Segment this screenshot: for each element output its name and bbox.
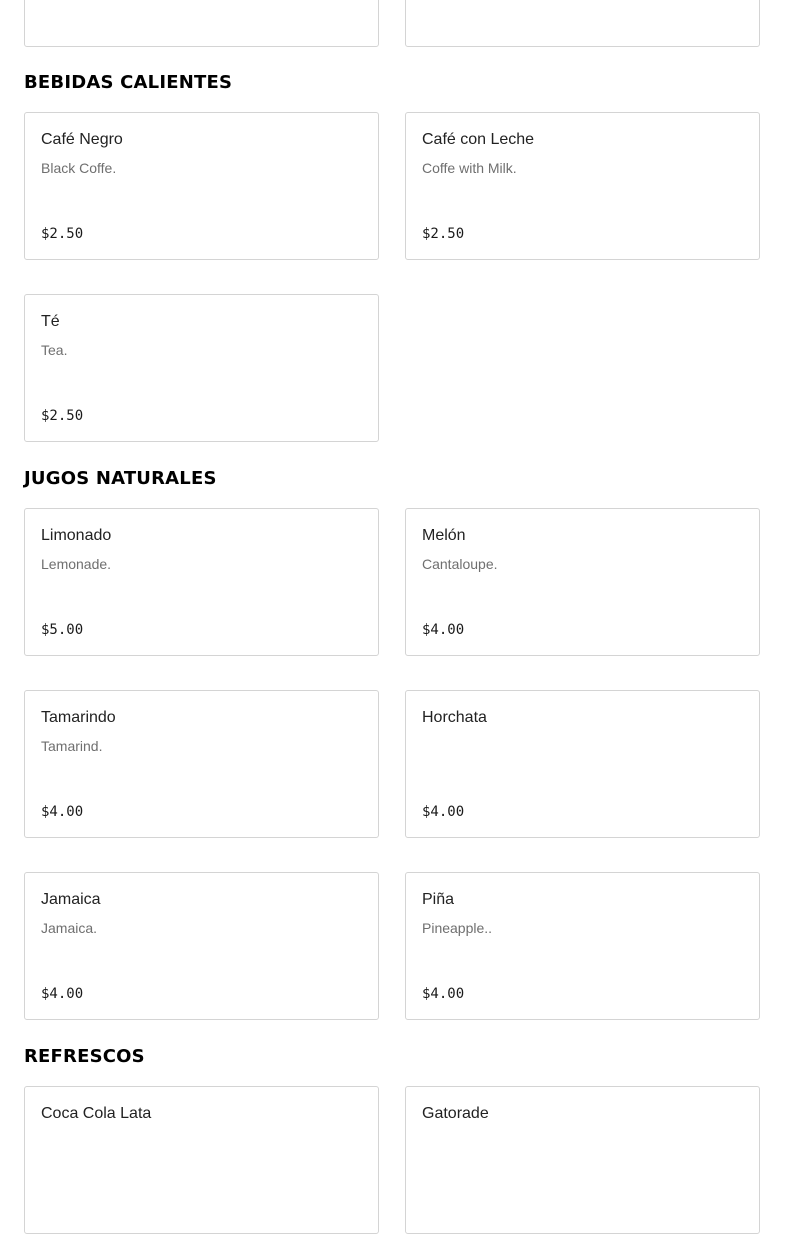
item-description: Jamaica. xyxy=(41,920,98,936)
item-price: $4.00 xyxy=(41,804,84,820)
item-price: $5.00 xyxy=(41,622,84,638)
menu-item-card[interactable] xyxy=(405,112,760,260)
menu-item-card[interactable] xyxy=(24,508,379,656)
item-name: Horchata xyxy=(422,709,487,726)
item-name: Jamaica xyxy=(41,891,101,908)
section-title: JUGOS NATURALES xyxy=(24,468,217,489)
item-description: Coffe with Milk. xyxy=(422,160,517,176)
item-price: $2.50 xyxy=(422,226,465,242)
menu-item-card[interactable] xyxy=(405,872,760,1020)
item-description: Cantaloupe. xyxy=(422,556,498,572)
menu-item-card[interactable] xyxy=(405,690,760,838)
item-price: $2.50 xyxy=(41,226,84,242)
section-title: BEBIDAS CALIENTES xyxy=(24,72,233,93)
item-description: Tea. xyxy=(41,342,68,358)
item-description: Tamarind. xyxy=(41,738,103,754)
menu-item-card[interactable] xyxy=(24,0,379,47)
menu-item-card[interactable] xyxy=(24,112,379,260)
item-price: $4.00 xyxy=(422,622,465,638)
item-name: Limonado xyxy=(41,527,112,544)
item-name: Café con Leche xyxy=(422,131,535,148)
menu-item-card[interactable] xyxy=(405,0,760,47)
menu-item-card[interactable] xyxy=(405,1086,760,1234)
item-name: Gatorade xyxy=(422,1105,489,1122)
menu-item-card[interactable] xyxy=(24,294,379,442)
item-price: $4.00 xyxy=(422,804,465,820)
item-description: Black Coffe. xyxy=(41,160,117,176)
section-title: REFRESCOS xyxy=(24,1046,145,1067)
menu-item-card[interactable] xyxy=(24,872,379,1020)
menu-item-card[interactable] xyxy=(24,690,379,838)
item-price: $2.50 xyxy=(41,408,84,424)
item-name: Tamarindo xyxy=(41,709,116,726)
item-name: Té xyxy=(41,313,60,330)
item-description: Lemonade. xyxy=(41,556,112,572)
menu-item-card[interactable] xyxy=(24,1086,379,1234)
item-name: Café Negro xyxy=(41,131,123,148)
item-name: Melón xyxy=(422,527,466,544)
item-price: $4.00 xyxy=(41,986,84,1002)
menu-item-card[interactable] xyxy=(405,508,760,656)
item-name: Piña xyxy=(422,891,455,908)
item-name: Coca Cola Lata xyxy=(41,1105,152,1122)
item-price: $4.00 xyxy=(422,986,465,1002)
item-description: Pineapple.. xyxy=(422,920,493,936)
